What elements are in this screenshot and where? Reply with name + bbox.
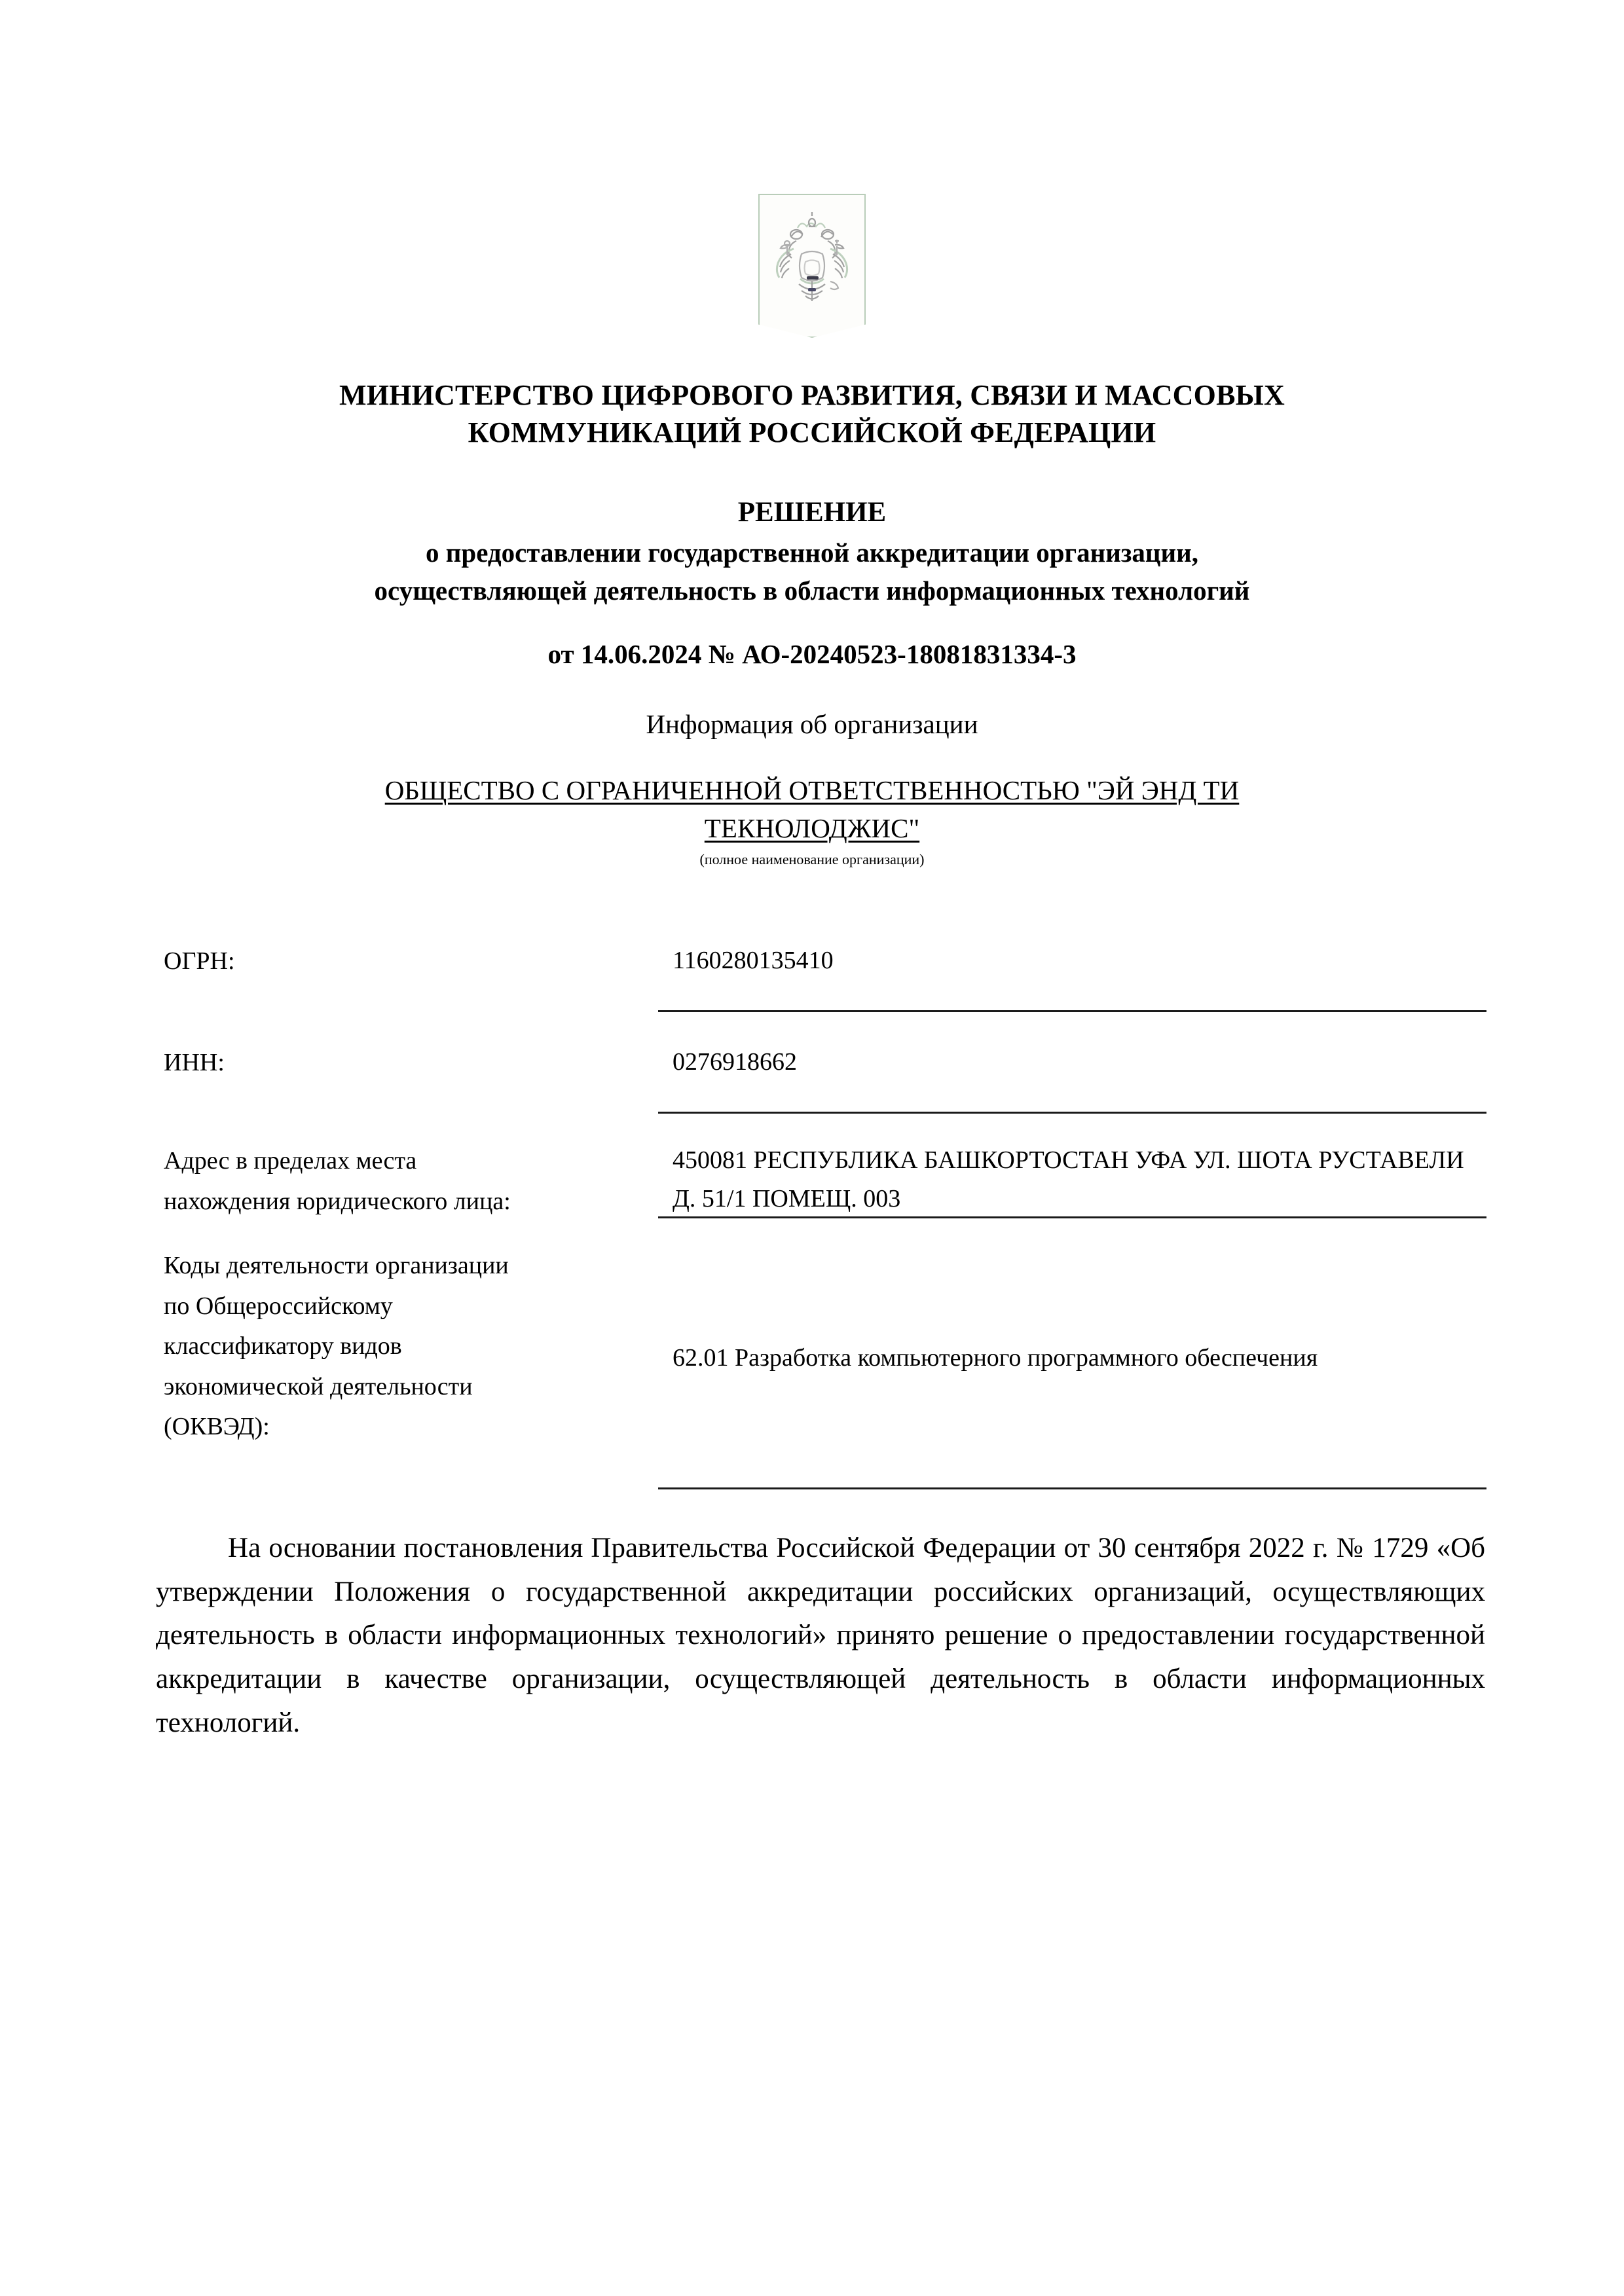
field-value-address: 450081 РЕСПУБЛИКА БАШКОРТОСТАН УФА УЛ. ШОТА РУСТАВЕЛИ Д. 51/1 ПОМЕЩ. 003 xyxy=(673,1146,1464,1213)
field-value-inn: 0276918662 xyxy=(673,1048,797,1076)
field-label-okved-line-3: классификатору видов xyxy=(164,1332,402,1360)
field-label-address-line-2: нахождения юридического лица: xyxy=(164,1187,511,1215)
organization-name-line-1: ОБЩЕСТВО С ОГРАНИЧЕННОЙ ОТВЕТСТВЕННОСТЬЮ "ЭЙ ЭНД ТИ xyxy=(384,775,1240,805)
field-label-address-line-1: Адрес в пределах места xyxy=(164,1147,417,1175)
field-label-okved-line-1: Коды деятельности организации xyxy=(164,1252,509,1279)
decision-body-paragraph: На основании постановления Правительства Российской Федерации от 30 сентября 2022 г. № 1729 «Об утверждении Положения о государственной аккредитации российских организаций, осуществляющих деятельность в области информационных технологий» принято решение о предоставлении государственной аккредитации в качестве организации, осуществляющей деятельность в области информационных технологий. xyxy=(156,1533,1485,1738)
field-rule-okved xyxy=(658,1487,1486,1489)
field-label-ogrn: ОГРН: xyxy=(164,947,235,975)
ministry-line-2: КОММУНИКАЦИЙ РОССИЙСКОЙ ФЕДЕРАЦИИ xyxy=(468,416,1156,449)
organization-name-note: (полное наименование организации) xyxy=(699,851,925,867)
field-rule-ogrn xyxy=(658,1010,1486,1012)
field-rule-address xyxy=(658,1216,1486,1218)
ministry-line-1: МИНИСТЕРСТВО ЦИФРОВОГО РАЗВИТИЯ, СВЯЗИ И МАССОВЫХ xyxy=(339,379,1285,411)
field-rules-layer xyxy=(164,0,1486,2296)
field-value-ogrn: 1160280135410 xyxy=(673,947,834,974)
field-label-okved-line-2: по Общероссийскому xyxy=(164,1292,393,1320)
field-rule-inn xyxy=(658,1112,1486,1114)
organization-info-caption: Информация об организации xyxy=(646,709,978,739)
field-label-okved-line-5: (ОКВЭД): xyxy=(164,1413,270,1441)
organization-name-line-2: ТЕКНОЛОДЖИС" xyxy=(704,813,920,844)
document-subtitle-line-2: осуществляющей деятельность в области информационных технологий xyxy=(374,575,1250,606)
document-subtitle-line-1: о предоставлении государственной аккредитации организации, xyxy=(426,538,1198,568)
document-date-number: от 14.06.2024 № АО-20240523-18081831334-3 xyxy=(547,639,1077,669)
field-label-inn: ИНН: xyxy=(164,1049,225,1076)
document-type-title: РЕШЕНИЕ xyxy=(737,497,887,528)
field-label-okved-line-4: экономической деятельности xyxy=(164,1372,473,1400)
field-value-okved: 62.01 Разработка компьютерного программного обеспечения xyxy=(673,1344,1318,1372)
